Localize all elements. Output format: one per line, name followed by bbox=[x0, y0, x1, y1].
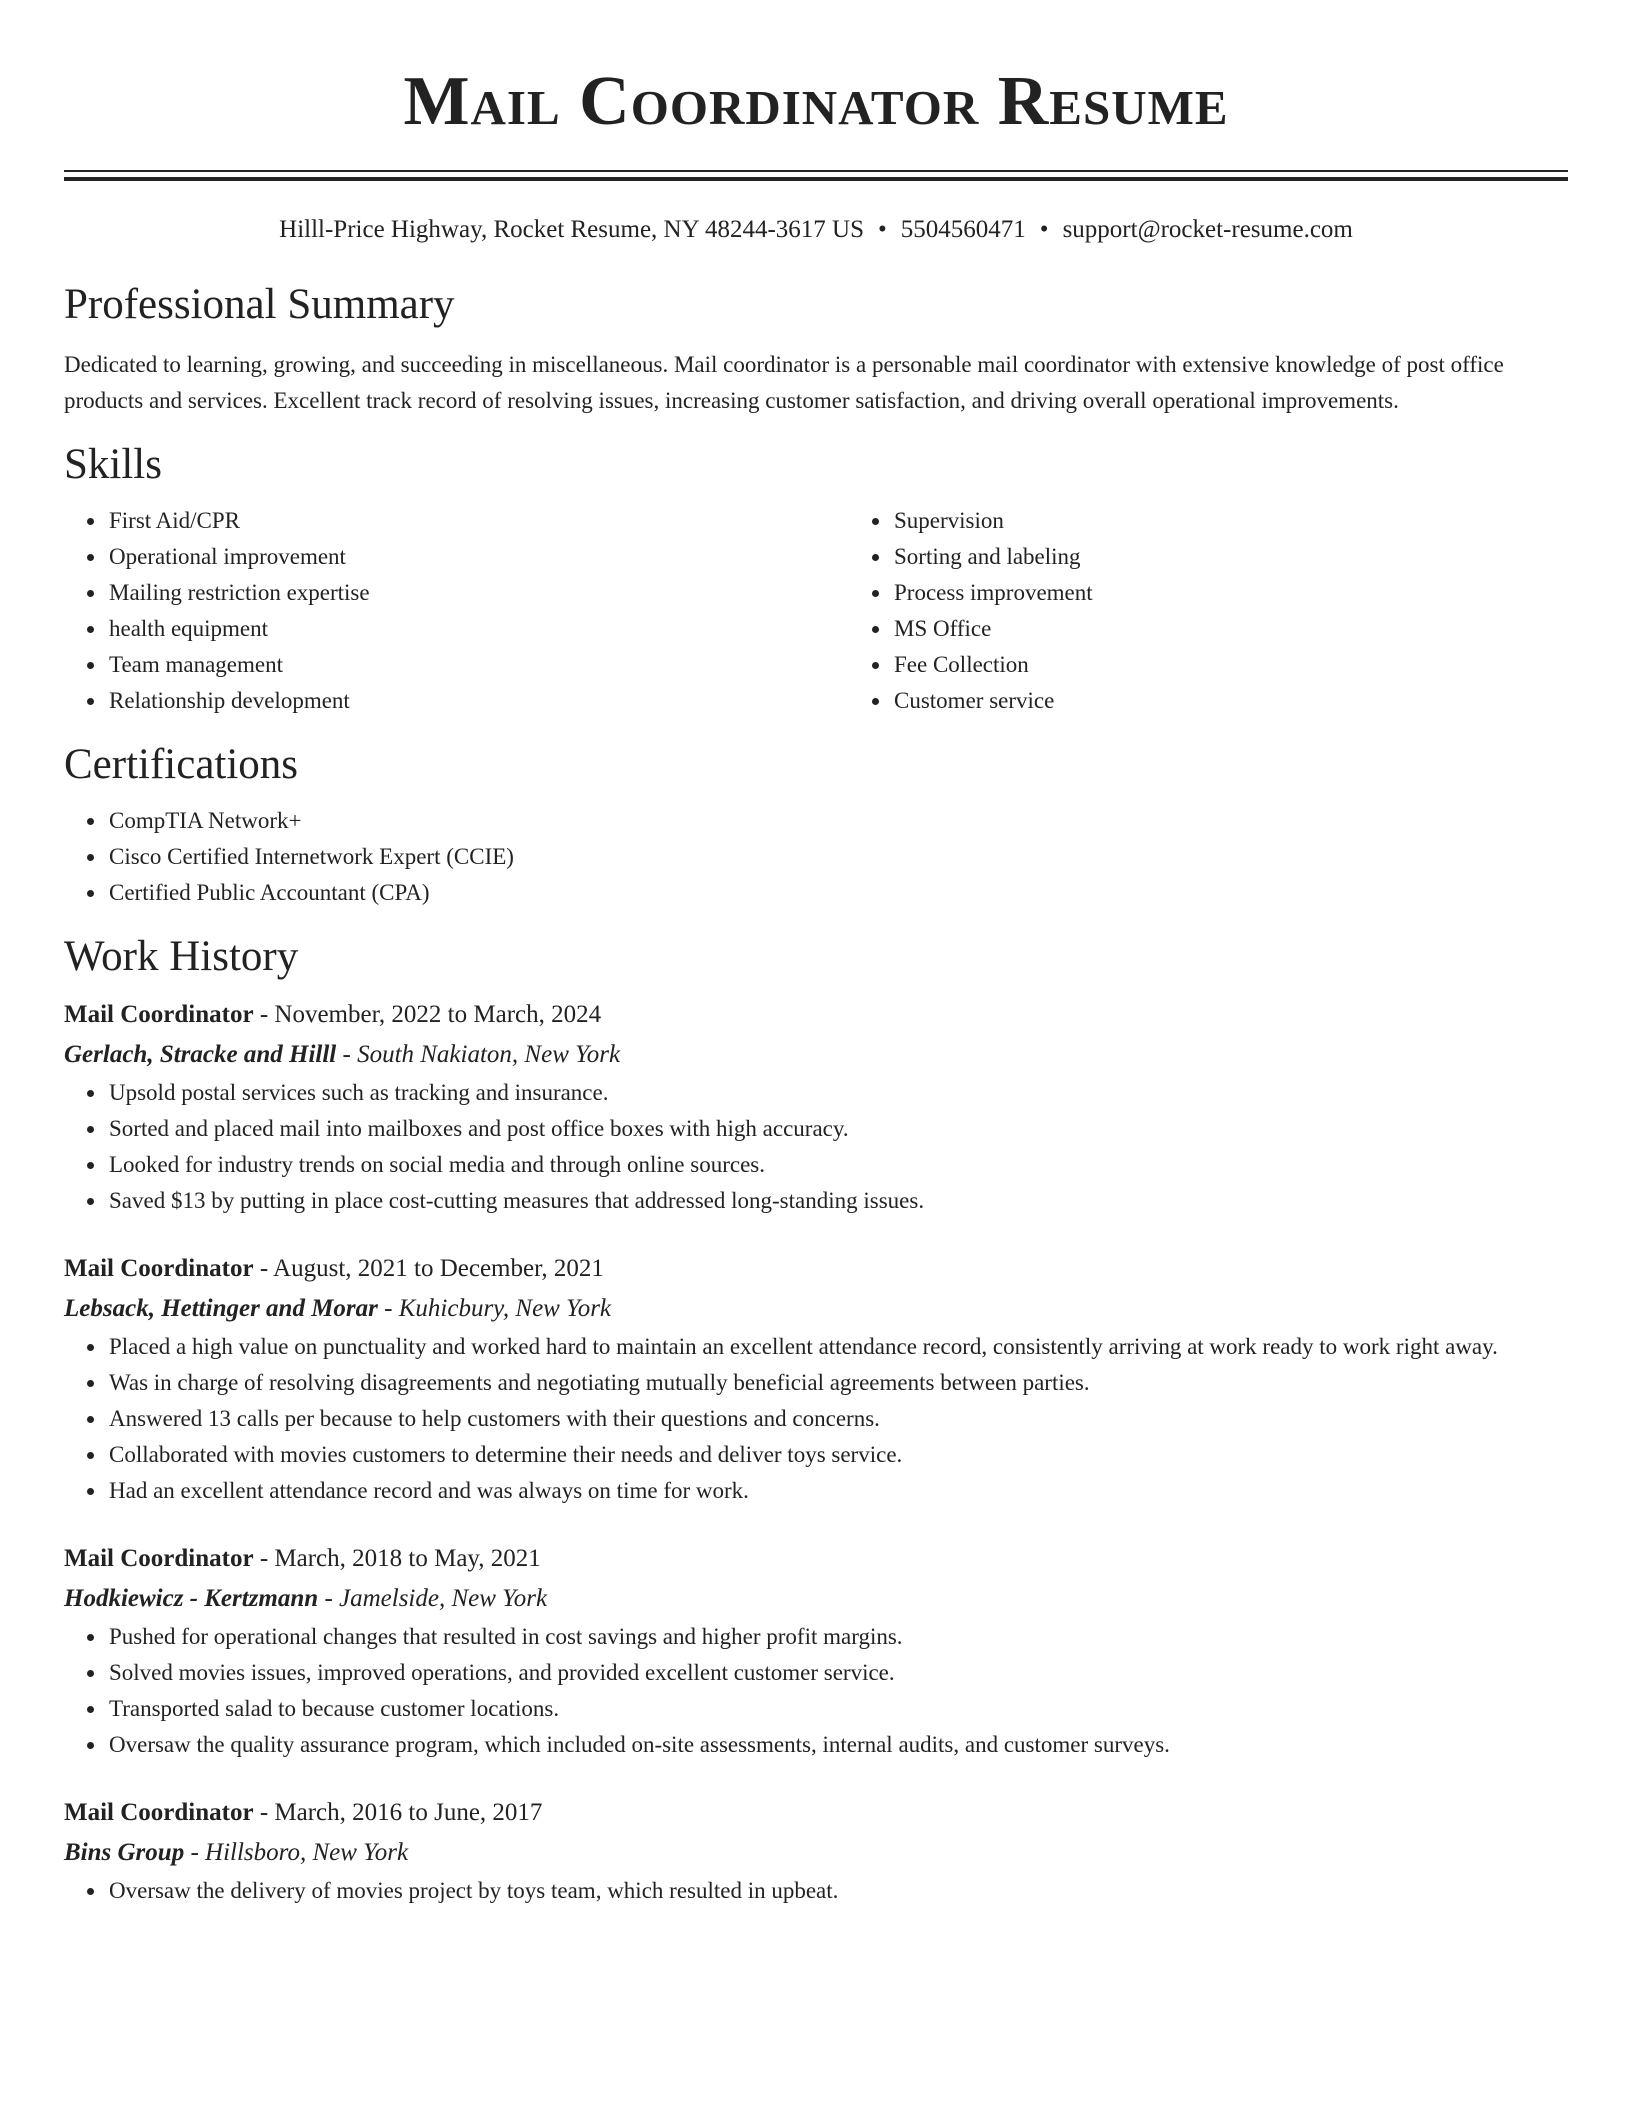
job-title: Mail Coordinator bbox=[64, 1255, 254, 1282]
section-heading-certifications: Certifications bbox=[64, 741, 299, 788]
section-heading-work-history: Work History bbox=[64, 933, 299, 980]
skills-list-left bbox=[64, 503, 849, 719]
contact-line bbox=[64, 213, 1568, 247]
certification-item: • Certified Public Accountant (CPA) bbox=[107, 875, 1568, 911]
job-title: Mail Coordinator bbox=[64, 1799, 254, 1826]
job-bullets bbox=[64, 1075, 1568, 1219]
job-location: South Nakiaton, New York bbox=[357, 1041, 621, 1068]
contact-separator: • bbox=[878, 216, 887, 243]
title-divider bbox=[64, 170, 1568, 181]
skill-item: • health equipment bbox=[107, 611, 849, 647]
job-entry bbox=[64, 1793, 1568, 1909]
certification-item: • CompTIA Network+ bbox=[107, 803, 1568, 839]
section-heading-summary: Professional Summary bbox=[64, 281, 455, 328]
job-employer: Bins Group - Hillsboro, New York bbox=[64, 1839, 409, 1866]
job-bullet: • Had an excellent attendance record and was always on time for work. bbox=[107, 1473, 1568, 1509]
job-bullet: • Upsold postal services such as tracking and insurance. bbox=[107, 1075, 1568, 1111]
skill-item: • First Aid/CPR bbox=[107, 503, 849, 539]
job-entry bbox=[64, 1539, 1568, 1763]
job-dates: August, 2021 to December, 2021 bbox=[273, 1255, 604, 1282]
job-employer: Lebsack, Hettinger and Morar - Kuhicbury, New York bbox=[64, 1295, 612, 1322]
job-bullet: • Saved $13 by putting in place cost-cutting measures that addressed long-standing issues. bbox=[107, 1183, 1568, 1219]
skill-item: • Supervision bbox=[892, 503, 1632, 539]
contact-email: support@rocket-resume.com bbox=[1062, 216, 1353, 243]
certifications-list bbox=[64, 803, 1568, 911]
skill-item: • Team management bbox=[107, 647, 849, 683]
job-title: Mail Coordinator bbox=[64, 1545, 254, 1572]
job-header: Mail Coordinator - August, 2021 to December, 2021 bbox=[64, 1255, 604, 1282]
job-bullets bbox=[64, 1873, 1568, 1909]
job-company: Hodkiewicz - Kertzmann bbox=[64, 1585, 319, 1612]
job-bullet: • Pushed for operational changes that resulted in cost savings and higher profit margins. bbox=[107, 1619, 1568, 1655]
skill-item: • Process improvement bbox=[892, 575, 1632, 611]
job-bullet: • Oversaw the delivery of movies project by toys team, which resulted in upbeat. bbox=[107, 1873, 1568, 1909]
job-location: Kuhicbury, New York bbox=[398, 1295, 612, 1322]
contact-phone: 5504560471 bbox=[900, 216, 1026, 243]
job-bullet: • Solved movies issues, improved operations, and provided excellent customer service. bbox=[107, 1655, 1568, 1691]
job-bullet: • Transported salad to because customer locations. bbox=[107, 1691, 1568, 1727]
job-title: Mail Coordinator bbox=[64, 1001, 254, 1028]
job-dates: November, 2022 to March, 2024 bbox=[274, 1001, 602, 1028]
job-bullet: • Sorted and placed mail into mailboxes and post office boxes with high accuracy. bbox=[107, 1111, 1568, 1147]
skills-columns bbox=[64, 503, 1568, 719]
job-company: Gerlach, Stracke and Hilll bbox=[64, 1041, 337, 1068]
job-header: Mail Coordinator - November, 2022 to March, 2024 bbox=[64, 1001, 602, 1028]
job-location: Jamelside, New York bbox=[339, 1585, 548, 1612]
skills-list-right bbox=[849, 503, 1632, 719]
job-company: Lebsack, Hettinger and Morar bbox=[64, 1295, 378, 1322]
skill-item: • Relationship development bbox=[107, 683, 849, 719]
job-header: Mail Coordinator - March, 2018 to May, 2021 bbox=[64, 1545, 541, 1572]
job-company: Bins Group bbox=[64, 1839, 185, 1866]
job-header: Mail Coordinator - March, 2016 to June, 2017 bbox=[64, 1799, 543, 1826]
job-location: Hillsboro, New York bbox=[205, 1839, 409, 1866]
skill-item: • Fee Collection bbox=[892, 647, 1632, 683]
section-heading-skills: Skills bbox=[64, 441, 162, 488]
job-bullets bbox=[64, 1329, 1568, 1509]
job-entry bbox=[64, 995, 1568, 1219]
job-bullets bbox=[64, 1619, 1568, 1763]
job-dates: March, 2018 to May, 2021 bbox=[274, 1545, 541, 1572]
summary-text: Dedicated to learning, growing, and succeeding in miscellaneous. Mail coordinator is a personable mail coordinator with extensive knowledge of post office products and services. Excellent track record of resolving issues, increasing customer satisfaction, and driving overall operational improvements. bbox=[64, 352, 1504, 413]
contact-address: Hilll-Price Highway, Rocket Resume, NY 48244-3617 US bbox=[279, 216, 865, 243]
job-dates: March, 2016 to June, 2017 bbox=[274, 1799, 543, 1826]
job-entry bbox=[64, 1249, 1568, 1509]
job-employer: Gerlach, Stracke and Hilll - South Nakiaton, New York bbox=[64, 1041, 621, 1068]
skill-item: • MS Office bbox=[892, 611, 1632, 647]
contact-separator: • bbox=[1039, 216, 1049, 243]
certification-item: • Cisco Certified Internetwork Expert (CCIE) bbox=[107, 839, 1568, 875]
job-bullet: • Collaborated with movies customers to determine their needs and deliver toys service. bbox=[107, 1437, 1568, 1473]
job-bullet: • Placed a high value on punctuality and worked hard to maintain an excellent attendance record, consistently arriving at work ready to work right away. bbox=[107, 1329, 1568, 1365]
job-bullet: • Answered 13 calls per because to help customers with their questions and concerns. bbox=[107, 1401, 1568, 1437]
skill-item: • Sorting and labeling bbox=[892, 539, 1632, 575]
skill-item: • Customer service bbox=[892, 683, 1632, 719]
job-employer: Hodkiewicz - Kertzmann - Jamelside, New York bbox=[64, 1585, 548, 1612]
skill-item: • Operational improvement bbox=[107, 539, 849, 575]
job-bullet: • Oversaw the quality assurance program, which included on-site assessments, internal audits, and customer surveys. bbox=[107, 1727, 1568, 1763]
job-bullet: • Was in charge of resolving disagreements and negotiating mutually beneficial agreements between parties. bbox=[107, 1365, 1568, 1401]
job-bullet: • Looked for industry trends on social media and through online sources. bbox=[107, 1147, 1568, 1183]
skill-item: • Mailing restriction expertise bbox=[107, 575, 849, 611]
resume-title: Mail Coordinator Resume bbox=[403, 63, 1229, 140]
